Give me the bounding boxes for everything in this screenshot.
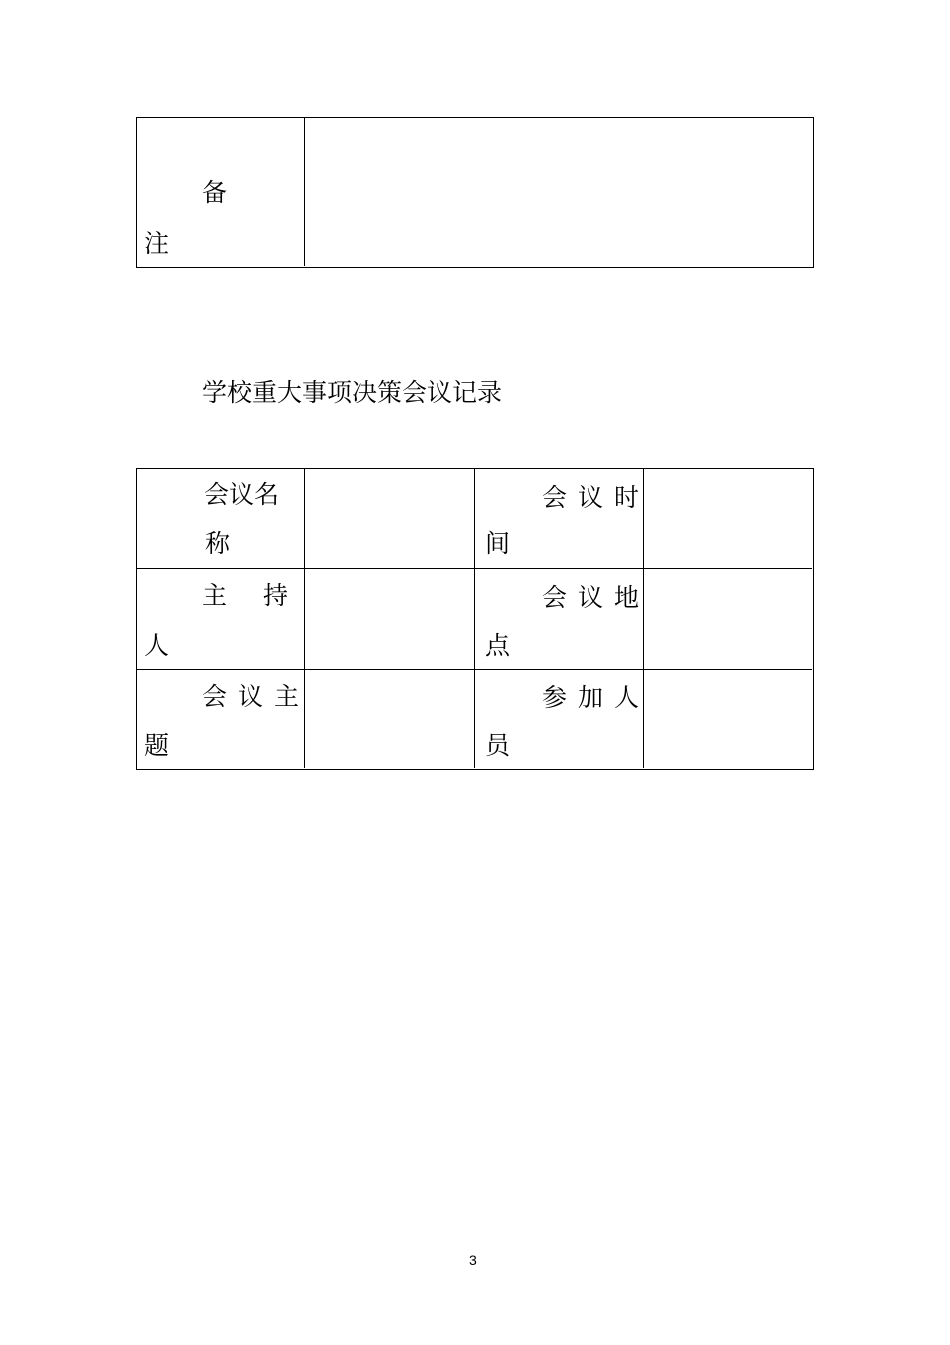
page-number: 3	[469, 1252, 477, 1268]
meeting-name-label-line1: 会议名	[204, 480, 280, 509]
col-divider-1	[304, 469, 305, 768]
meeting-topic-label-line2: 题	[144, 731, 170, 760]
remarks-label-line1: 备	[202, 178, 228, 207]
col-divider-3	[643, 469, 644, 768]
meeting-info-table	[136, 468, 814, 770]
row-divider-1	[137, 568, 812, 569]
remarks-table	[136, 117, 814, 268]
host-label-line2: 人	[144, 631, 170, 660]
meeting-time-label-line1: 会议时	[542, 483, 651, 512]
meeting-location-label-line1: 会议地	[542, 583, 651, 612]
meeting-name-label-line2: 称	[205, 529, 231, 558]
row-divider-2	[137, 669, 812, 670]
document-title: 学校重大事项决策会议记录	[202, 378, 503, 407]
remarks-divider	[304, 118, 305, 266]
meeting-topic-label-line1: 会议主	[202, 682, 311, 711]
meeting-time-label-line2: 间	[485, 529, 511, 558]
col-divider-2	[474, 469, 475, 768]
attendees-label-line2: 员	[485, 731, 511, 760]
meeting-location-label-line2: 点	[485, 631, 511, 660]
host-label-line1: 主持	[202, 581, 325, 610]
remarks-label-line2: 注	[144, 229, 170, 258]
attendees-label-line1: 参加人	[542, 683, 651, 712]
